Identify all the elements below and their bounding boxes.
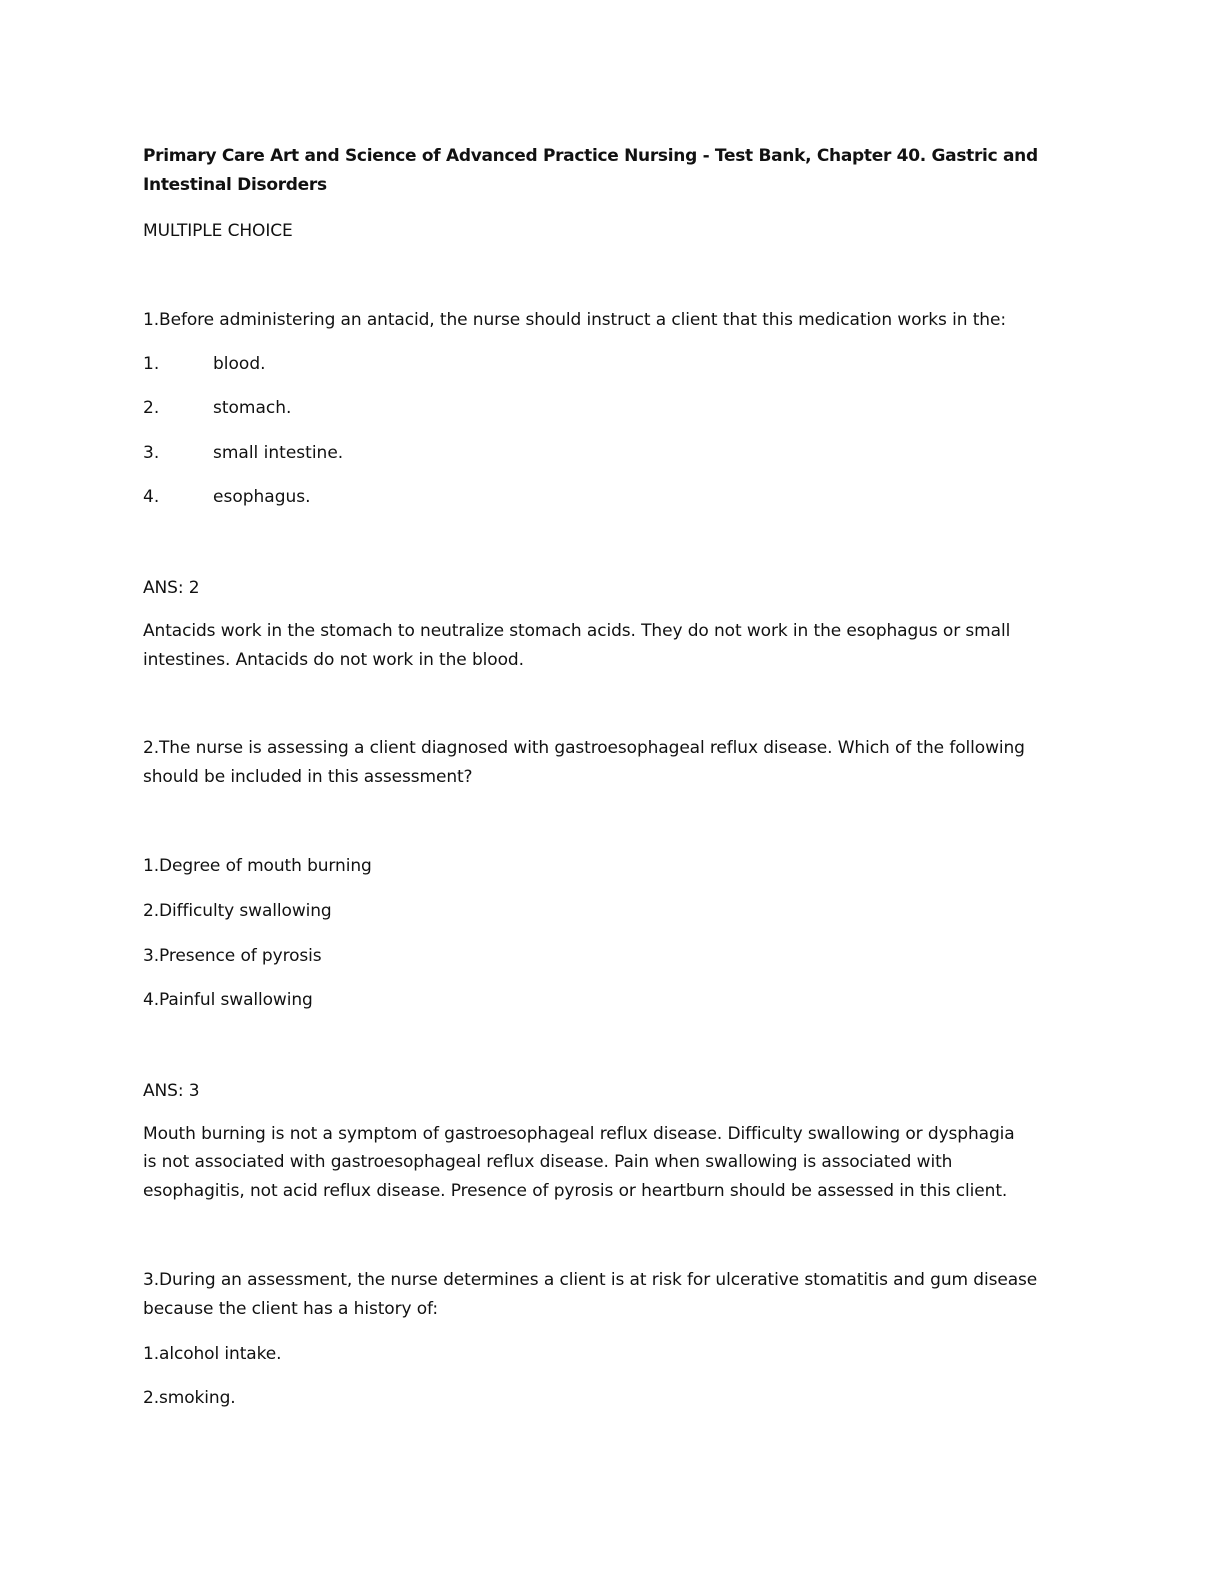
document-title-line-2: Intestinal Disorders — [143, 175, 327, 195]
question-2-option: 4.Painful swallowing — [143, 990, 313, 1010]
question-2-rationale-line: is not associated with gastroesophageal reflux disease. Pain when swallowing is associated with — [143, 1152, 953, 1172]
question-2-stem: should be included in this assessment? — [143, 767, 473, 787]
question-1-option-number: 1. — [143, 354, 160, 374]
question-1-option-text: blood. — [213, 354, 266, 374]
question-3-stem: 3.During an assessment, the nurse determines a client is at risk for ulcerative stomatitis and gum disease — [143, 1270, 1038, 1290]
question-3-option: 1.alcohol intake. — [143, 1344, 282, 1364]
question-1-answer: ANS: 2 — [143, 578, 200, 598]
question-1-option-number: 3. — [143, 443, 160, 463]
section-heading: MULTIPLE CHOICE — [143, 221, 293, 241]
question-1-option-text: stomach. — [213, 398, 292, 418]
question-1-rationale-line: Antacids work in the stomach to neutralize stomach acids. They do not work in the esophagus or small — [143, 621, 1011, 641]
question-2-answer: ANS: 3 — [143, 1081, 200, 1101]
question-2-option: 2.Difficulty swallowing — [143, 901, 332, 921]
question-1-option-text: esophagus. — [213, 487, 311, 507]
question-1-option-text: small intestine. — [213, 443, 344, 463]
question-2-rationale-line: Mouth burning is not a symptom of gastroesophageal reflux disease. Difficulty swallowing or dysphagia — [143, 1124, 1015, 1144]
question-2-stem: 2.The nurse is assessing a client diagnosed with gastroesophageal reflux disease. Which of the following — [143, 738, 1025, 758]
question-3-option: 2.smoking. — [143, 1388, 236, 1408]
question-2-rationale-line: esophagitis, not acid reflux disease. Presence of pyrosis or heartburn should be assessed in this client. — [143, 1181, 1008, 1201]
question-1-rationale-line: intestines. Antacids do not work in the blood. — [143, 650, 524, 670]
question-1-option-number: 4. — [143, 487, 160, 507]
document-title-line-1: Primary Care Art and Science of Advanced Practice Nursing - Test Bank, Chapter 40. Gastric and — [143, 146, 1038, 166]
question-1-option-number: 2. — [143, 398, 160, 418]
question-1-stem: 1.Before administering an antacid, the nurse should instruct a client that this medication works in the: — [143, 310, 1006, 330]
question-3-stem: because the client has a history of: — [143, 1299, 438, 1319]
question-2-option: 3.Presence of pyrosis — [143, 946, 322, 966]
question-2-option: 1.Degree of mouth burning — [143, 856, 372, 876]
